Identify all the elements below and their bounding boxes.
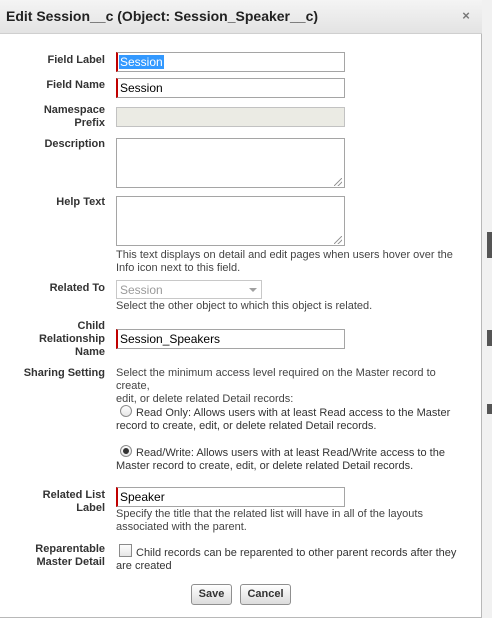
sharing-setting-note-line2: edit, or delete related Detail records: <box>116 393 294 405</box>
child-relationship-name-label-line3: Name <box>75 346 105 358</box>
related-list-label-input[interactable] <box>116 487 345 507</box>
dialog-title: Edit Session__c (Object: Session_Speaker__c) <box>6 8 319 24</box>
save-button[interactable]: Save <box>191 584 232 605</box>
help-text-note <box>116 249 466 275</box>
resize-grip-icon[interactable] <box>334 178 342 186</box>
field-name-input[interactable] <box>116 78 345 98</box>
sharing-read-write-text <box>116 447 466 473</box>
child-relationship-name-label-line1: Child <box>77 320 105 332</box>
background-page-edge-mark <box>487 232 492 258</box>
help-text-note-line2: Info icon next to this field. <box>116 262 241 274</box>
description-label: Description <box>44 138 105 150</box>
reparentable-label-line2: Master Detail <box>36 556 105 568</box>
sharing-read-only-line1: Read Only: Allows users with at least Read access to the Master <box>136 407 451 419</box>
close-icon[interactable]: × <box>462 8 470 23</box>
reparentable-label-line1: Reparentable <box>35 543 105 555</box>
reparentable-text-line1: Child records can be reparented to other parent records after they <box>136 547 457 559</box>
reparentable-master-detail-label <box>0 543 105 569</box>
reparentable-text-line2: are created <box>116 560 172 572</box>
field-name-label: Field Name <box>46 79 105 91</box>
help-text-label: Help Text <box>56 196 105 208</box>
sharing-setting-note-line1: Select the minimum access level required on the Master record to create, <box>116 367 436 392</box>
sharing-read-only-line2: record to create, edit, or delete related Detail records. <box>116 420 377 432</box>
related-to-selected-value: Session <box>120 283 163 297</box>
related-list-label-note-line2: associated with the parent. <box>116 521 247 533</box>
sharing-read-write-line1: Read/Write: Allows users with at least Read/Write access to the <box>136 447 445 459</box>
namespace-prefix-input <box>116 107 345 127</box>
related-to-select <box>116 280 262 299</box>
namespace-prefix-label <box>0 104 105 130</box>
background-page-edge-mark <box>487 404 492 414</box>
field-label-input[interactable] <box>116 52 345 72</box>
field-label-label: Field Label <box>47 54 105 66</box>
namespace-prefix-label-line1: Namespace <box>43 104 105 116</box>
dialog-titlebar <box>0 0 482 34</box>
description-textarea[interactable] <box>116 138 345 188</box>
help-text-textarea[interactable] <box>116 196 345 246</box>
child-relationship-name-label-line2: Relationship <box>38 333 105 345</box>
sharing-read-only-text <box>116 407 466 433</box>
cancel-button[interactable]: Cancel <box>240 584 291 605</box>
field-label-selected-text: Session <box>120 55 163 69</box>
help-text-note-line1: This text displays on detail and edit pages when users hover over the <box>116 249 453 261</box>
sharing-setting-note <box>116 367 466 406</box>
related-list-label-line2: Label <box>76 502 105 514</box>
reparentable-text <box>116 547 466 573</box>
namespace-prefix-label-line2: Prefix <box>74 117 105 129</box>
related-list-label-note <box>116 508 466 534</box>
related-list-label-note-line1: Specify the title that the related list will have in all of the layouts <box>116 508 423 520</box>
related-list-label-label <box>0 489 105 515</box>
related-list-label-line1: Related List <box>42 489 105 501</box>
resize-grip-icon[interactable] <box>334 236 342 244</box>
child-relationship-name-label <box>0 320 105 359</box>
related-to-note: Select the other object to which this object is related. <box>116 300 373 312</box>
background-page-edge <box>482 0 492 618</box>
background-page-edge-mark <box>487 330 492 346</box>
child-relationship-name-input[interactable] <box>116 329 345 349</box>
sharing-read-write-line2: Master record to create, edit, or delete related Detail records. <box>116 460 414 472</box>
related-to-label: Related To <box>49 282 105 294</box>
chevron-down-icon <box>249 288 257 292</box>
sharing-setting-label: Sharing Setting <box>23 367 105 379</box>
